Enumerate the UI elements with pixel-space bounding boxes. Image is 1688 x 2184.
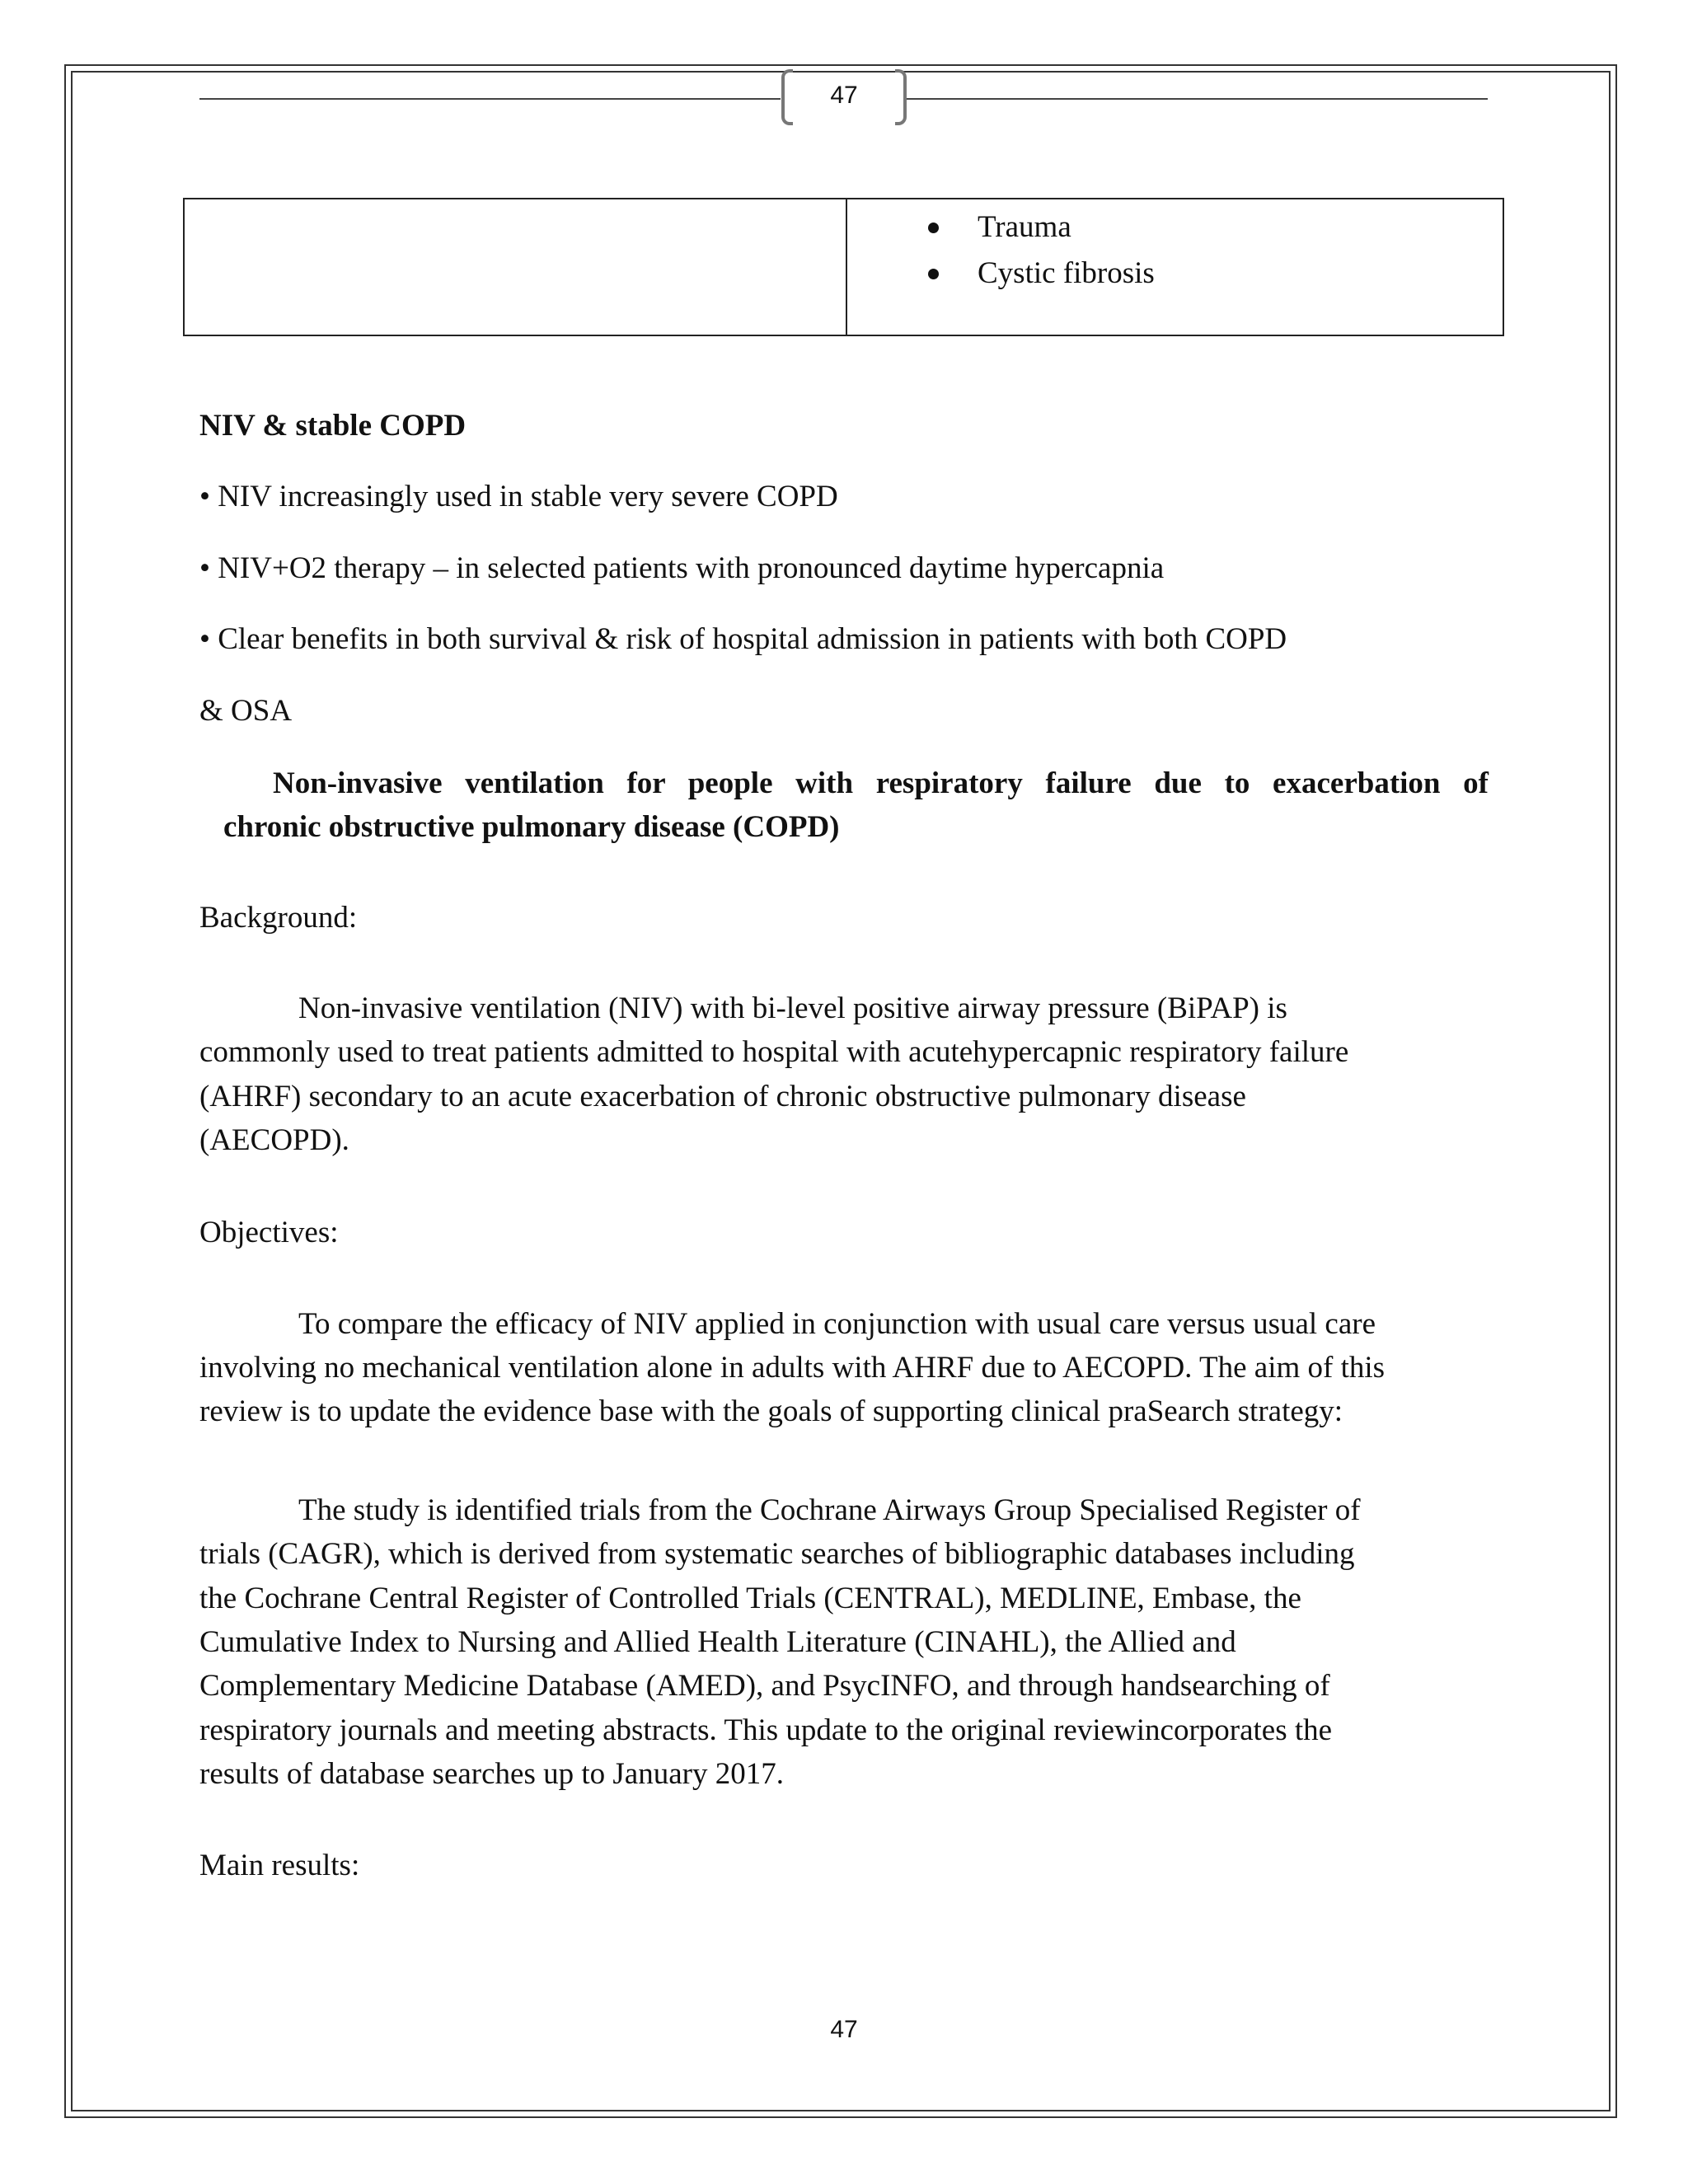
- bullet-dot-icon: [928, 269, 939, 279]
- table-right-cell-list: [895, 204, 1155, 297]
- paragraph-line: results of database searches up to January 2017.: [199, 1757, 784, 1791]
- paragraph-line: commonly used to treat patients admitted to hospital with acutehypercapnic respiratory failure: [199, 1035, 1349, 1069]
- paragraph-line: Cumulative Index to Nursing and Allied Health Literature (CINAHL), the Allied and: [199, 1625, 1236, 1659]
- continued-table: [183, 198, 1504, 336]
- section-title-line-1: Non-invasive ventilation for people with respiratory failure due to exacerbation of: [273, 766, 1489, 800]
- paragraph-line: Complementary Medicine Database (AMED), and PsycINFO, and through handsearching of: [199, 1669, 1330, 1703]
- paragraph-line: The study is identified trials from the Cochrane Airways Group Specialised Register of: [298, 1493, 1361, 1527]
- list-item-text: Trauma: [978, 210, 1071, 244]
- main-results-label: Main results:: [199, 1849, 360, 1882]
- list-item: [895, 251, 1155, 297]
- background-label: Background:: [199, 901, 358, 935]
- objectives-label: Objectives:: [199, 1216, 339, 1249]
- list-item-text: Cystic fibrosis: [978, 256, 1155, 290]
- paragraph-line: (AECOPD).: [199, 1123, 349, 1157]
- paragraph-line: trials (CAGR), which is derived from systematic searches of bibliographic databases including: [199, 1537, 1355, 1571]
- paragraph-line: (AHRF) secondary to an acute exacerbation of chronic obstructive pulmonary disease: [199, 1080, 1246, 1113]
- bullet-line: • NIV increasingly used in stable very severe COPD: [199, 480, 838, 513]
- header-bracket-right: [895, 69, 907, 125]
- header-bracket-left: [781, 69, 793, 125]
- section-heading-stable-copd: NIV & stable COPD: [199, 409, 467, 443]
- bullet-line: • Clear benefits in both survival & risk of hospital admission in patients with both COPD: [199, 622, 1287, 656]
- header-page-number: 47: [830, 82, 858, 109]
- paragraph-line: the Cochrane Central Register of Controlled Trials (CENTRAL), MEDLINE, Embase, the: [199, 1582, 1301, 1615]
- bullet-line: • NIV+O2 therapy – in selected patients with pronounced daytime hypercapnia: [199, 551, 1165, 585]
- paragraph-line: review is to update the evidence base with the goals of supporting clinical praSearch strategy:: [199, 1394, 1343, 1428]
- paragraph-line: involving no mechanical ventilation alone in adults with AHRF due to AECOPD. The aim of this: [199, 1351, 1386, 1385]
- table-column-divider: [846, 199, 847, 335]
- bullet-dot-icon: [928, 223, 939, 233]
- section-title-line-2: chronic obstructive pulmonary disease (COPD): [223, 810, 840, 844]
- footer-page-number: 47: [830, 2016, 858, 2043]
- header-rule-right: [906, 98, 1488, 100]
- paragraph-line: respiratory journals and meeting abstracts. This update to the original reviewincorporates the: [199, 1713, 1333, 1747]
- list-item: [895, 204, 1155, 251]
- paragraph-line: To compare the efficacy of NIV applied in conjunction with usual care versus usual care: [298, 1307, 1376, 1341]
- header-rule-left: [199, 98, 781, 100]
- bullet-continuation: & OSA: [199, 694, 293, 728]
- paragraph-line: Non-invasive ventilation (NIV) with bi-level positive airway pressure (BiPAP) is: [298, 991, 1287, 1025]
